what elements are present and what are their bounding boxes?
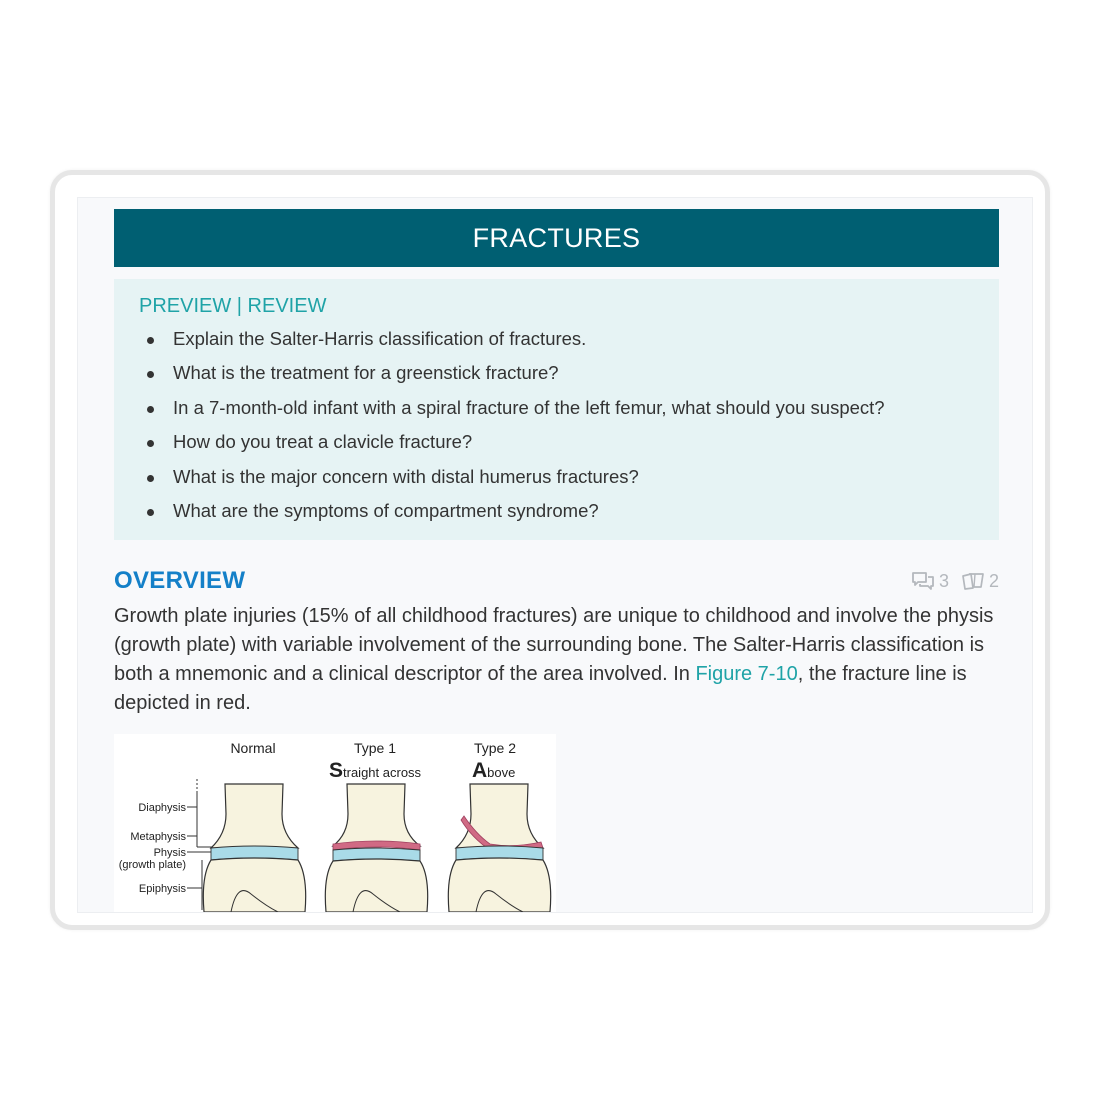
preview-review-heading: PREVIEW | REVIEW — [139, 295, 327, 317]
preview-question-6: What are the symptoms of compartment syndrome? — [139, 494, 999, 528]
label-metaphysis: Metaphysis — [130, 831, 186, 843]
comments-count: 3 — [938, 570, 949, 591]
preview-review-panel — [114, 279, 999, 540]
overview-text-start: Growth plate injuries (15% of all childhood fractures) are unique to childhood and involve the physis (growth plate) with variable involvement of the surrounding bone. The Salter-Harris classification is both a mnemonic and a clinical descriptor of the area involved. In — [114, 605, 994, 685]
column-title-normal: Normal — [230, 740, 276, 756]
preview-question-2: What is the treatment for a greenstick fracture? — [139, 356, 999, 390]
type1-mnemonic-letter: S — [329, 759, 344, 782]
type1-mnemonic-rest: traight across — [343, 765, 422, 780]
page-title-text: FRACTURES — [472, 222, 641, 253]
flashcards-icon — [961, 571, 985, 591]
preview-question-5: What is the major concern with distal humerus fractures? — [139, 460, 999, 494]
device-frame — [50, 170, 1050, 930]
page-title — [114, 209, 999, 267]
comments-icon — [911, 571, 935, 591]
label-physis: Physis — [153, 847, 186, 859]
label-epiphysis: Epiphysis — [138, 883, 186, 895]
preview-question-4: How do you treat a clavicle fracture? — [139, 425, 999, 459]
overview-paragraph — [114, 602, 999, 718]
type2-mnemonic-rest: bove — [487, 765, 516, 780]
type2-mnemonic-letter: A — [472, 759, 488, 782]
type1-mnemonic — [329, 759, 422, 782]
label-diaphysis: Diaphysis — [138, 802, 186, 814]
overview-header — [114, 564, 999, 598]
type2-mnemonic — [472, 759, 515, 782]
overview-heading: OVERVIEW — [114, 567, 246, 594]
bone-normal — [203, 784, 305, 912]
figure-7-10-link[interactable]: Figure 7-10 — [695, 663, 798, 685]
salter-harris-figure — [114, 734, 556, 912]
overview-meta — [899, 571, 999, 592]
content-screen — [77, 197, 1033, 913]
column-title-type2: Type 2 — [473, 740, 517, 756]
bone-type2 — [448, 784, 550, 912]
comments-button[interactable] — [911, 571, 949, 592]
preview-question-list — [139, 322, 999, 528]
flashcards-count: 2 — [988, 570, 999, 591]
overview-text-end: , the fracture line is depicted in red. — [114, 663, 967, 714]
salter-harris-illustration — [114, 734, 556, 912]
column-title-type1: Type 1 — [353, 740, 397, 756]
preview-question-1: Explain the Salter-Harris classification of fractures. — [139, 322, 999, 356]
label-growth-plate: (growth plate) — [118, 859, 186, 871]
preview-question-3: In a 7-month-old infant with a spiral fracture of the left femur, what should you suspect? — [139, 391, 999, 425]
bone-type1 — [325, 784, 427, 912]
flashcards-button[interactable] — [961, 571, 999, 592]
